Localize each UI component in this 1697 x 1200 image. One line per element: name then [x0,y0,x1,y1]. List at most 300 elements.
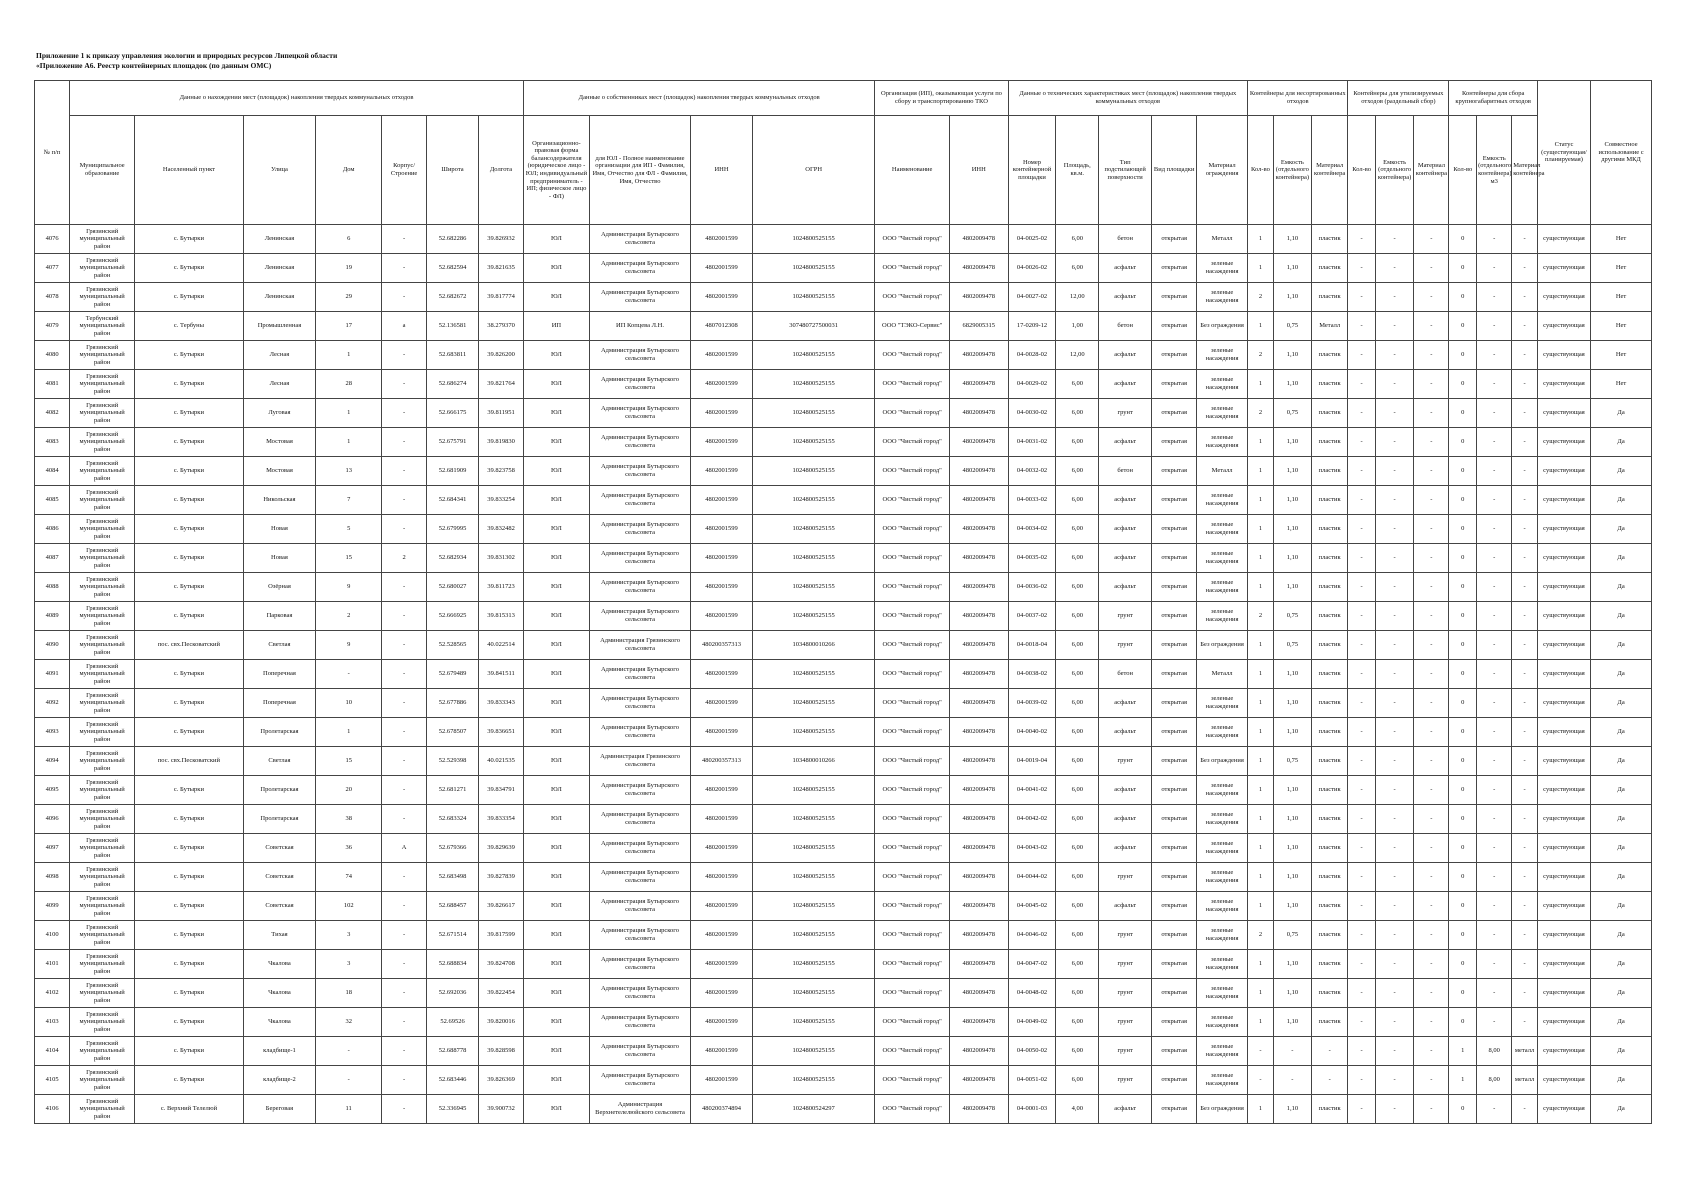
table-cell: 52.682934 [426,544,478,573]
table-cell: 1,10 [1273,1095,1311,1124]
table-cell: - [1375,428,1413,457]
table-cell: Администрация Бутырского сельсовета [589,341,690,370]
table-cell: Грязинский муниципальный район [70,892,135,921]
table-cell: с. Бутырки [135,428,244,457]
table-cell: ЮЛ [523,689,589,718]
table-cell: 4802009478 [949,1066,1008,1095]
table-cell: 1,10 [1273,544,1311,573]
table-cell: пластик [1312,892,1348,921]
table-cell: - [1348,254,1376,283]
table-cell: 1 [1449,1066,1477,1095]
table-cell: - [1375,457,1413,486]
table-cell: Грязинский муниципальный район [70,1037,135,1066]
table-cell: 1024800525155 [752,254,875,283]
table-cell: 480200374894 [691,1095,753,1124]
table-cell: - [1375,1066,1413,1095]
table-cell: 0 [1449,631,1477,660]
table-cell: грунт [1099,863,1152,892]
table-cell: 1,10 [1273,834,1311,863]
table-row [35,573,1652,602]
table-cell: ЮЛ [523,457,589,486]
table-cell: 4103 [35,1008,70,1037]
table-cell: - [1375,225,1413,254]
table-cell: Да [1591,950,1652,979]
table-cell: 04-0025-02 [1008,225,1056,254]
table-cell: асфальт [1099,834,1152,863]
table-cell: - [1414,718,1449,747]
table-cell: бетон [1099,660,1152,689]
table-cell: - [1348,921,1376,950]
table-cell: - [382,283,427,312]
table-cell: 39.823758 [479,457,524,486]
table-cell: открытая [1152,283,1197,312]
table-cell: Грязинский муниципальный район [70,805,135,834]
table-cell: 04-0018-04 [1008,631,1056,660]
table-cell: пластик [1312,544,1348,573]
table-cell: - [1477,341,1512,370]
table-cell: - [1348,573,1376,602]
table-cell: 1 [1248,747,1274,776]
table-cell: зеленые насаждения [1197,979,1248,1008]
table-cell: 52.692036 [426,979,478,1008]
table-cell: 39.832482 [479,515,524,544]
table-cell: Береговая [243,1095,315,1124]
table-row [35,1095,1652,1124]
table-cell: - [1348,834,1376,863]
table-cell: - [1348,544,1376,573]
table-cell: 0 [1449,544,1477,573]
table-cell: ООО "Чистый город" [875,689,950,718]
table-cell: 2 [1248,341,1274,370]
table-cell: - [1477,428,1512,457]
table-cell: Без ограждения [1197,312,1248,341]
table-cell: - [1348,689,1376,718]
table-cell: - [382,892,427,921]
table-cell: 1,10 [1273,457,1311,486]
table-cell: 4802001599 [691,254,753,283]
column-header: Емкость (отдельного контейнера) м3 [1477,116,1512,225]
table-cell: с. Бутырки [135,892,244,921]
table-cell: 52.681271 [426,776,478,805]
table-cell: Грязинский муниципальный район [70,834,135,863]
table-cell: - [382,573,427,602]
table-cell: Администрация Бутырского сельсовета [589,892,690,921]
group-header-row [35,81,1652,116]
table-cell: ООО "Чистый город" [875,1095,950,1124]
table-cell: с. Бутырки [135,544,244,573]
table-cell: с. Бутырки [135,225,244,254]
table-cell: зеленые насаждения [1197,805,1248,834]
table-cell: ООО "Чистый город" [875,834,950,863]
table-cell: пластик [1312,863,1348,892]
table-cell: 2 [1248,602,1274,631]
table-cell: открытая [1152,428,1197,457]
table-cell: 1024800525155 [752,950,875,979]
table-cell: 04-0032-02 [1008,457,1056,486]
table-cell: грунт [1099,399,1152,428]
table-cell: 52.684341 [426,486,478,515]
column-header: Совместное использование с другими МКД [1591,81,1652,225]
table-cell: - [1414,863,1449,892]
table-cell: - [1414,1037,1449,1066]
table-cell: 04-0027-02 [1008,283,1056,312]
table-cell: 1 [1248,1095,1274,1124]
table-cell: - [1375,1008,1413,1037]
table-cell: Да [1591,515,1652,544]
table-cell: - [1414,254,1449,283]
table-cell: - [1348,283,1376,312]
table-cell: 6 [316,225,382,254]
table-cell: - [1348,1008,1376,1037]
table-cell: пластик [1312,399,1348,428]
table-cell: 52.688834 [426,950,478,979]
table-cell: существующая [1537,254,1590,283]
table-cell: 6,00 [1056,428,1099,457]
table-cell: грунт [1099,921,1152,950]
table-cell: пластик [1312,776,1348,805]
table-cell: 4094 [35,747,70,776]
table-cell: 4802001599 [691,457,753,486]
table-cell: 4802009478 [949,370,1008,399]
table-cell: открытая [1152,950,1197,979]
table-cell: 0 [1449,283,1477,312]
table-cell: 04-0050-02 [1008,1037,1056,1066]
table-cell: существующая [1537,805,1590,834]
table-cell: 17 [316,312,382,341]
table-cell: ООО "Чистый город" [875,283,950,312]
table-cell: 4076 [35,225,70,254]
table-cell: существующая [1537,660,1590,689]
table-cell: Грязинский муниципальный район [70,689,135,718]
table-cell: ООО "Чистый город" [875,1008,950,1037]
table-cell: 04-0048-02 [1008,979,1056,1008]
table-cell: Да [1591,747,1652,776]
table-cell: 1024800525155 [752,660,875,689]
table-cell: 0 [1449,950,1477,979]
table-cell: 52.666175 [426,399,478,428]
table-cell: зеленые насаждения [1197,950,1248,979]
table-cell: - [382,689,427,718]
table-cell: - [1414,1008,1449,1037]
table-row [35,254,1652,283]
table-cell: 6,00 [1056,602,1099,631]
table-cell: Нет [1591,225,1652,254]
table-cell: 12,00 [1056,341,1099,370]
table-cell: 1 [1248,718,1274,747]
table-cell: - [1512,689,1538,718]
table-cell: существующая [1537,225,1590,254]
table-cell: 0 [1449,979,1477,1008]
table-cell: асфальт [1099,805,1152,834]
table-cell: 52.679366 [426,834,478,863]
table-cell: - [1375,805,1413,834]
table-cell: 1 [1248,950,1274,979]
table-cell: зеленые насаждения [1197,254,1248,283]
table-cell: металл [1512,1066,1538,1095]
table-cell: - [1375,341,1413,370]
table-cell: - [1414,515,1449,544]
table-cell: - [1414,747,1449,776]
table-cell: Грязинский муниципальный район [70,718,135,747]
table-cell: - [1477,892,1512,921]
table-cell: 480200357313 [691,631,753,660]
table-cell: Да [1591,399,1652,428]
table-cell: открытая [1152,1037,1197,1066]
table-cell: 2 [316,602,382,631]
group-header: Контейнеры для утилизируемых отходов (раздельный сбор) [1348,81,1449,116]
table-cell: 0 [1449,805,1477,834]
table-cell: ЮЛ [523,892,589,921]
table-cell: Без ограждения [1197,631,1248,660]
table-cell: ООО "Чистый город" [875,805,950,834]
table-cell: 39.827839 [479,863,524,892]
table-cell: - [1512,892,1538,921]
table-cell: 04-0040-02 [1008,718,1056,747]
table-cell: открытая [1152,921,1197,950]
table-cell: ЮЛ [523,979,589,1008]
table-cell: - [1512,718,1538,747]
table-cell: существующая [1537,1008,1590,1037]
table-row [35,370,1652,399]
table-row [35,225,1652,254]
table-cell: - [1477,1095,1512,1124]
table-cell: Грязинский муниципальный район [70,1008,135,1037]
table-cell: - [382,428,427,457]
table-cell: зеленые насаждения [1197,283,1248,312]
table-cell: - [1414,979,1449,1008]
table-cell: пластик [1312,602,1348,631]
table-cell: 9 [316,631,382,660]
table-cell: 4091 [35,660,70,689]
table-cell: 39.826369 [479,1066,524,1095]
table-cell: Администрация Бутырского сельсовета [589,602,690,631]
table-cell: ИП Копцева Л.Н. [589,312,690,341]
table-cell: грунт [1099,979,1152,1008]
table-cell: ООО "Чистый город" [875,457,950,486]
table-cell: 4090 [35,631,70,660]
table-cell: 1 [1248,457,1274,486]
table-cell: Грязинский муниципальный район [70,776,135,805]
table-cell: открытая [1152,1095,1197,1124]
table-cell: 6,00 [1056,370,1099,399]
table-cell: - [1414,834,1449,863]
table-cell: 4802001599 [691,805,753,834]
table-cell: 39.826932 [479,225,524,254]
table-cell: Грязинский муниципальный район [70,457,135,486]
table-cell: существующая [1537,834,1590,863]
table-cell: - [1477,283,1512,312]
table-row [35,602,1652,631]
group-header: Данные о собственниках мест (площадок) накопления твердых коммунальных отходов [523,81,875,116]
table-cell: Да [1591,660,1652,689]
table-cell: Администрация Грязинского сельсовета [589,747,690,776]
table-cell: - [382,747,427,776]
table-row [35,892,1652,921]
table-cell: Администрация Бутырского сельсовета [589,254,690,283]
table-cell: 4802009478 [949,805,1008,834]
table-cell: открытая [1152,254,1197,283]
table-cell: 4802001599 [691,718,753,747]
table-cell: 52.675791 [426,428,478,457]
table-cell: пластик [1312,573,1348,602]
table-cell: открытая [1152,225,1197,254]
table-cell: ООО "Чистый город" [875,370,950,399]
table-row [35,631,1652,660]
table-cell: - [1375,863,1413,892]
column-header: Широта [426,116,478,225]
table-cell: асфальт [1099,486,1152,515]
table-cell: 0 [1449,515,1477,544]
table-cell: 1 [316,428,382,457]
table-cell: 4802001599 [691,399,753,428]
table-cell: Администрация Бутырского сельсовета [589,921,690,950]
table-cell: ЮЛ [523,747,589,776]
table-cell: - [1477,950,1512,979]
table-cell: ЮЛ [523,602,589,631]
table-cell: 1024800525155 [752,1037,875,1066]
table-cell: 7 [316,486,382,515]
table-cell: Нет [1591,370,1652,399]
table-cell: Да [1591,1066,1652,1095]
table-cell: - [1477,457,1512,486]
table-cell: Чкалова [243,979,315,1008]
table-cell: - [382,1066,427,1095]
table-cell: - [1512,515,1538,544]
table-cell: 4802009478 [949,660,1008,689]
table-cell: 4802001599 [691,689,753,718]
table-cell: 0 [1449,921,1477,950]
table-cell: 1 [1248,254,1274,283]
table-cell: ИП [523,312,589,341]
table-cell: с. Бутырки [135,979,244,1008]
table-cell: 1 [1248,225,1274,254]
table-row [35,979,1652,1008]
table-cell: грунт [1099,1066,1152,1095]
table-cell: Да [1591,428,1652,457]
table-cell: 1,10 [1273,573,1311,602]
table-cell: - [1375,399,1413,428]
table-cell: бетон [1099,457,1152,486]
table-cell: пластик [1312,834,1348,863]
table-cell: - [1414,921,1449,950]
table-cell: 4802001599 [691,283,753,312]
table-cell: Администрация Бутырского сельсовета [589,660,690,689]
table-cell: ООО "Чистый город" [875,428,950,457]
table-cell: - [382,1008,427,1037]
table-cell: 3 [316,950,382,979]
table-cell: - [382,225,427,254]
table-cell: с. Бутырки [135,1008,244,1037]
table-cell: асфальт [1099,370,1152,399]
table-cell: с. Бутырки [135,341,244,370]
column-header: Организационно-правовая форма балансодержателя (юридическое лицо - ЮЛ; индивидуальный предприниматель - ИП; физическое лицо - ФЛ) [523,116,589,225]
table-cell: 4086 [35,515,70,544]
table-cell: ООО "ТЭКО-Сервис" [875,312,950,341]
table-cell: 1034800010266 [752,747,875,776]
table-cell: Парковая [243,602,315,631]
table-cell: Администрация Грязинского сельсовета [589,631,690,660]
table-cell: 52.528565 [426,631,478,660]
table-cell: 4087 [35,544,70,573]
table-cell: - [382,660,427,689]
table-cell: асфальт [1099,544,1152,573]
table-cell: Да [1591,979,1652,1008]
table-cell: существующая [1537,718,1590,747]
table-cell: открытая [1152,544,1197,573]
registry-title-line: «Приложение А6. Реестр контейнерных площадок (по данным ОМС) [36,61,272,70]
table-cell: 1034800010266 [752,631,875,660]
table-cell: асфальт [1099,341,1152,370]
table-cell: существующая [1537,573,1590,602]
table-cell: 52.336945 [426,1095,478,1124]
table-cell: Грязинский муниципальный район [70,660,135,689]
table-cell: 0,75 [1273,312,1311,341]
table-cell: - [1348,718,1376,747]
table-cell: Администрация Бутырского сельсовета [589,950,690,979]
table-cell: - [1348,312,1376,341]
table-cell: - [1375,892,1413,921]
table-cell: - [1477,631,1512,660]
table-cell: 0 [1449,457,1477,486]
table-cell: Грязинский муниципальный район [70,921,135,950]
table-cell: 4802009478 [949,283,1008,312]
table-cell: 04-0049-02 [1008,1008,1056,1037]
table-cell: - [382,950,427,979]
table-cell: 4802009478 [949,921,1008,950]
table-cell: 20 [316,776,382,805]
table-cell: Металл [1197,225,1248,254]
table-row [35,1037,1652,1066]
table-cell: - [382,1095,427,1124]
table-cell: с. Бутырки [135,573,244,602]
table-cell: ООО "Чистый город" [875,602,950,631]
table-cell: 1,10 [1273,805,1311,834]
table-cell: ЮЛ [523,863,589,892]
table-row [35,312,1652,341]
table-cell: ООО "Чистый город" [875,979,950,1008]
table-row [35,428,1652,457]
table-cell: - [382,370,427,399]
table-cell: 4802001599 [691,1066,753,1095]
table-cell: 52.680027 [426,573,478,602]
table-cell: металл [1512,1037,1538,1066]
table-cell: 74 [316,863,382,892]
group-header: Контейнеры для несортированных отходов [1248,81,1348,116]
table-cell: зеленые насаждения [1197,370,1248,399]
table-cell: Грязинский муниципальный район [70,631,135,660]
table-cell: - [1248,1037,1274,1066]
table-cell: - [382,805,427,834]
table-cell: 4095 [35,776,70,805]
table-cell: - [1414,892,1449,921]
table-cell: - [1477,225,1512,254]
column-header: Дом [316,116,382,225]
table-cell: 1 [1248,428,1274,457]
table-cell: 4802001599 [691,660,753,689]
table-cell: асфальт [1099,1095,1152,1124]
table-cell: 1024800525155 [752,776,875,805]
table-cell: грунт [1099,1008,1152,1037]
table-cell: 0 [1449,486,1477,515]
table-cell: 4802001599 [691,1037,753,1066]
table-cell: пластик [1312,718,1348,747]
table-cell: 4082 [35,399,70,428]
table-cell: - [1348,1095,1376,1124]
table-cell: ООО "Чистый город" [875,544,950,573]
table-cell: - [1512,1008,1538,1037]
table-cell: - [1375,1095,1413,1124]
table-cell: 4096 [35,805,70,834]
